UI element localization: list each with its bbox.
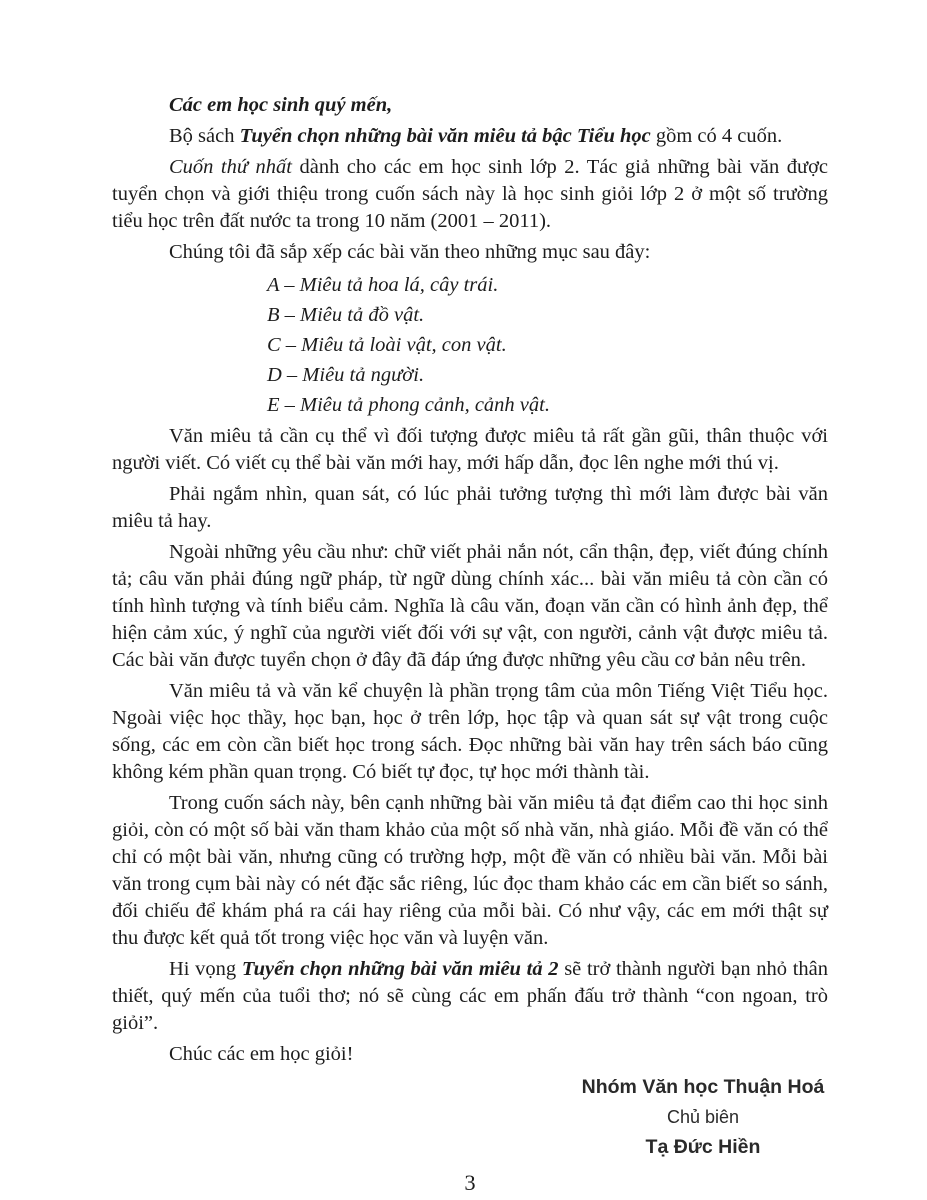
series-title: Tuyển chọn những bài văn miêu tả bậc Tiểu học (239, 125, 651, 147)
page-number: 3 (464, 1170, 476, 1195)
category-item-b: B – Miêu tả đồ vật. (267, 304, 425, 326)
volume-lead: Cuốn thứ nhất (169, 156, 292, 178)
arrangement-intro: Chúng tôi đã sắp xếp các bài văn theo những mục sau đây: (169, 241, 651, 263)
category-item-a: A – Miêu tả hoa lá, cây trái. (267, 274, 499, 296)
paragraph-observe-imagine: Phải ngắm nhìn, quan sát, có lúc phải tưởng tượng thì mới làm được bài văn miêu tả hay. (112, 483, 828, 532)
volume-rest: dành cho các em học sinh lớp 2. Tác giả những bài văn được tuyển chọn và giới thiệu trong cuốn sách này là học sinh giỏi lớp 2 ở một số trường tiểu học trên đất nước ta trong 10 năm (2001 – 2011). (112, 156, 829, 232)
salutation (112, 92, 828, 119)
paragraph-writing-requirements: Ngoài những yêu cầu như: chữ viết phải nắn nót, cẩn thận, đẹp, viết đúng chính tả; câu văn phải đúng ngữ pháp, từ ngữ dùng chính xác... bài văn miêu tả còn cần có tính hình tượng và tính biểu cảm. Nghĩa là câu văn, đoạn văn cần có hình ảnh đẹp, thể hiện cảm xúc, ý nghĩ của người viết đối với sự vật, con người, cảnh vật được miêu tả. Các bài văn được tuyển chọn ở đây đã đáp ứng được những yêu cầu cơ bản nêu trên. (112, 541, 828, 671)
series-intro-paragraph (112, 123, 828, 150)
series-intro-post: gồm có 4 cuốn. (650, 125, 783, 147)
paragraph-self-study: Văn miêu tả và văn kể chuyện là phần trọng tâm của môn Tiếng Việt Tiểu học. Ngoài việc học thầy, học bạn, học ở trên lớp, học tập và quan sát sự vật trong cuộc sống, các em còn cần biết học trong sách. Đọc những bài văn hay trên sách báo cũng không kém phần quan trọng. Có biết tự đọc, tự học mới thành tài. (112, 680, 828, 783)
volume-paragraph (112, 154, 828, 235)
category-item-c: C – Miêu tả loài vật, con vật. (267, 334, 507, 356)
closing-wish: Chúc các em học giỏi! (169, 1043, 354, 1065)
book-title: Tuyển chọn những bài văn miêu tả 2 (241, 958, 559, 980)
hope-post: sẽ trở thành người bạn nhỏ thân thiết, quý mến của tuổi thơ; nó sẽ cùng các em phấn đấu trở thành “con ngoan, trò giỏi”. (112, 958, 829, 1034)
signature-group-name: Nhóm Văn học Thuận Hoá (581, 1076, 825, 1098)
signature-editor-name: Tạ Đức Hiền (645, 1136, 761, 1158)
signature-block (578, 1072, 828, 1162)
preface-content (112, 92, 828, 1196)
paragraph-reference-essays: Trong cuốn sách này, bên cạnh những bài văn miêu tả đạt điểm cao thi học sinh giỏi, còn có một số bài văn tham khảo của một số nhà văn, nhà giáo. Mỗi đề văn có thể chỉ có một bài văn, nhưng cũng có trường hợp, một đề văn có nhiều bài văn. Mỗi bài văn trong cụm bài này có nét đặc sắc riêng, lúc đọc tham khảo các em cần biết so sánh, đối chiếu để khám phá ra cái hay riêng của mỗi bài. Có như vậy, các em mới thật sự thu được kết quả tốt trong việc học văn và luyện văn. (112, 792, 828, 949)
hope-pre: Hi vọng (169, 958, 242, 980)
category-item-d: D – Miêu tả người. (267, 364, 425, 386)
series-intro-pre: Bộ sách (169, 125, 240, 147)
category-list (267, 270, 828, 420)
salutation-text: Các em học sinh quý mến, (169, 94, 393, 116)
paragraph-concrete-description: Văn miêu tả cần cụ thể vì đối tượng được miêu tả rất gần gũi, thân thuộc với người viết. Có viết cụ thể bài văn mới hay, mới hấp dẫn, đọc lên nghe mới thú vị. (112, 425, 828, 474)
category-item-e: E – Miêu tả phong cảnh, cảnh vật. (267, 394, 550, 416)
signature-role: Chủ biên (666, 1107, 740, 1127)
hope-paragraph (112, 956, 828, 1037)
